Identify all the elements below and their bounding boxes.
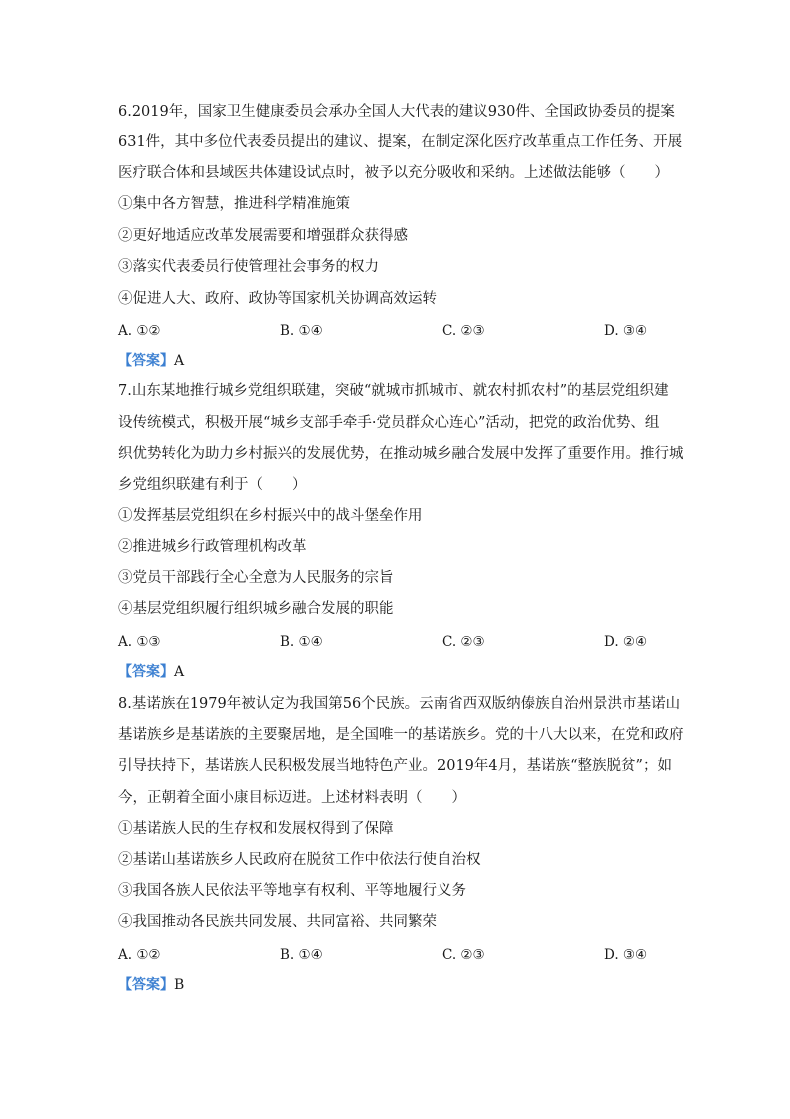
q7-option-b: B. ①④	[280, 634, 323, 650]
q6-item-4: ④促进人大、政府、政协等国家机关协调高效运转	[118, 291, 437, 307]
q7-stem-line-3: 织优势转化为助力乡村振兴的发展优势，在推动城乡融合发展中发挥了重要作用。推行城	[118, 446, 684, 462]
q8-stem-line-3: 引导扶持下，基诺族人民积极发展当地特色产业。2019年4月，基诺族“整族脱贫”；如	[118, 758, 672, 774]
answer-letter: A	[174, 664, 185, 680]
answer-letter: B	[174, 977, 185, 993]
q8-item-3: ③我国各族人民依法平等地享有权利、平等地履行义务	[118, 883, 466, 899]
q7-item-1: ①发挥基层党组织在乡村振兴中的战斗堡垒作用	[118, 508, 423, 524]
q8-option-a: A. ①②	[118, 947, 161, 963]
q6-item-1: ①集中各方智慧，推进科学精准施策	[118, 196, 350, 212]
q8-item-4: ④我国推动各民族共同发展、共同富裕、共同繁荣	[118, 914, 437, 930]
q6-option-c: C. ②③	[442, 323, 485, 339]
q6-item-2: ②更好地适应改革发展需要和增强群众获得感	[118, 228, 408, 244]
answer-tag: 【答案】	[118, 353, 174, 369]
answer-tag: 【答案】	[118, 977, 174, 993]
q8-stem-line-1: 8.基诺族在1979年被认定为我国第56个民族。云南省西双版纳傣族自治州景洪市基诺山	[118, 696, 681, 712]
q7-item-3: ③党员干部践行全心全意为人民服务的宗旨	[118, 570, 394, 586]
q6-option-b: B. ①④	[280, 323, 323, 339]
q8-option-b: B. ①④	[280, 947, 323, 963]
q6-stem-line-1: 6.2019年，国家卫生健康委员会承办全国人大代表的建议930件、全国政协委员的提案	[118, 104, 675, 120]
q8-stem-line-2: 基诺族乡是基诺族的主要聚居地，是全国唯一的基诺族乡。党的十八大以来，在党和政府	[118, 727, 684, 743]
q8-option-c: C. ②③	[442, 947, 485, 963]
q7-option-a: A. ①③	[118, 634, 161, 650]
q6-stem-line-2: 631件，其中多位代表委员提出的建议、提案，在制定深化医疗改革重点工作任务、开展	[118, 134, 683, 150]
q8-item-2: ②基诺山基诺族乡人民政府在脱贫工作中依法行使自治权	[118, 852, 481, 868]
q8-answer	[118, 975, 184, 995]
q6-item-3: ③落实代表委员行使管理社会事务的权力	[118, 259, 379, 275]
q8-stem-line-4: 今，正朝着全面小康目标迈进。上述材料表明（ ）	[118, 790, 466, 806]
q7-answer	[118, 662, 184, 682]
q6-option-a: A. ①②	[118, 323, 161, 339]
q7-item-2: ②推进城乡行政管理机构改革	[118, 539, 307, 555]
q6-stem-line-3: 医疗联合体和县域医共体建设试点时，被予以充分吸收和采纳。上述做法能够（ ）	[118, 165, 669, 181]
q7-stem-line-1: 7.山东某地推行城乡党组织联建，突破“就城市抓城市、就农村抓农村”的基层党组织建	[118, 383, 669, 399]
answer-letter: A	[174, 353, 185, 369]
q6-option-d: D. ③④	[604, 323, 648, 339]
q8-option-d: D. ③④	[604, 947, 648, 963]
q7-option-c: C. ②③	[442, 634, 485, 650]
q7-stem-line-4: 乡党组织联建有利于（ ）	[118, 477, 307, 493]
q6-answer	[118, 351, 184, 371]
q7-option-d: D. ②④	[604, 634, 648, 650]
answer-tag: 【答案】	[118, 664, 174, 680]
q7-stem-line-2: 设传统模式，积极开展“城乡支部手牵手·党员群众心连心”活动，把党的政治优势、组	[118, 415, 660, 431]
q8-item-1: ①基诺族人民的生存权和发展权得到了保障	[118, 821, 394, 837]
q7-item-4: ④基层党组织履行组织城乡融合发展的职能	[118, 601, 394, 617]
